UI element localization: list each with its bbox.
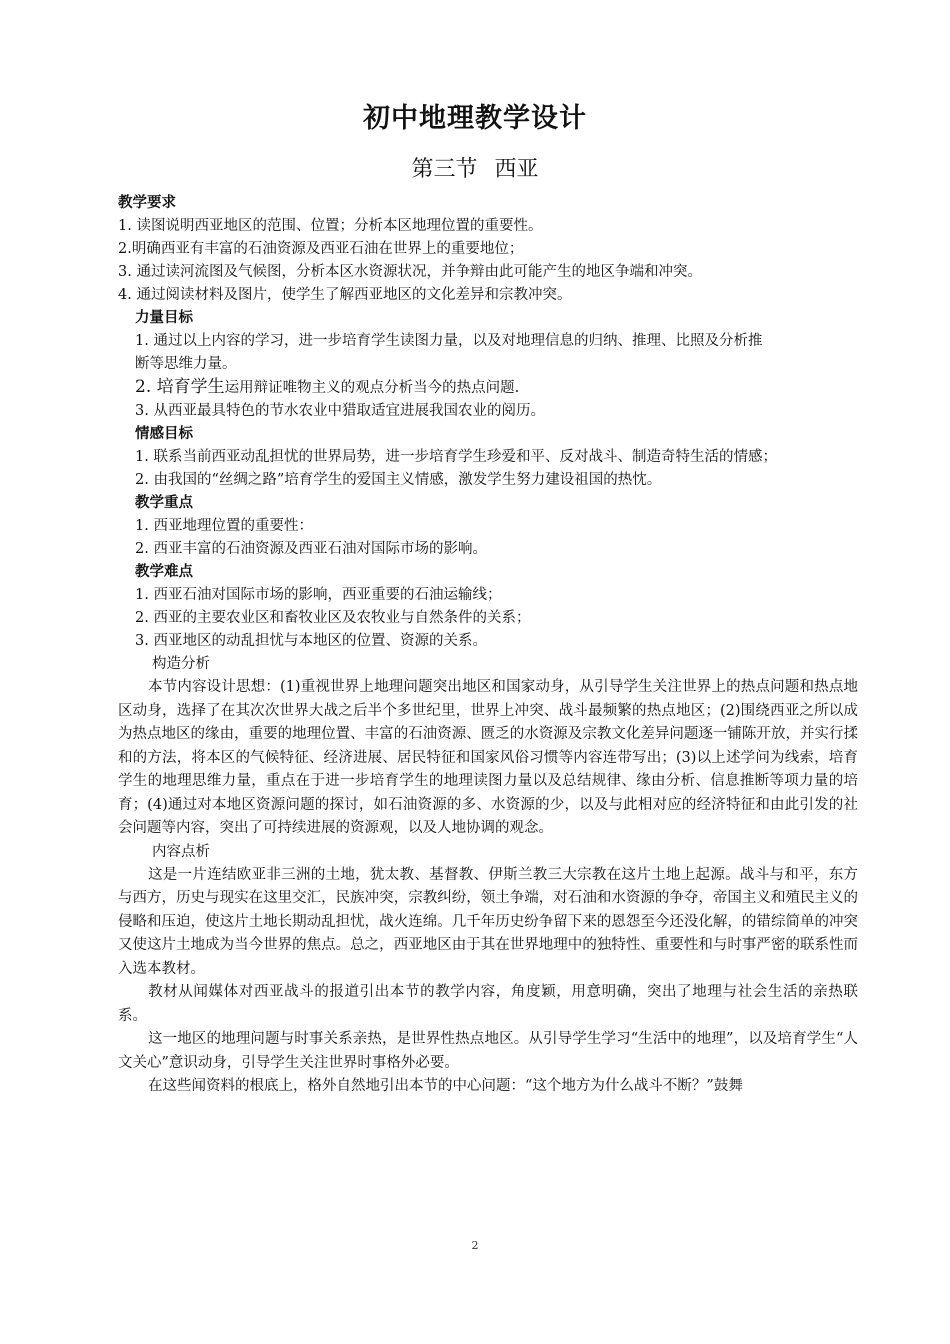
document-title: 初中地理教学设计 — [363, 103, 587, 134]
difficult-point-item: 2. 西亚的主要农业区和畜牧业区及农牧业与自然条件的关系； — [135, 610, 531, 626]
requirement-item: 4. 通过阅读材料及图片，使学生了解西亚地区的文化差异和宗教冲突。 — [118, 287, 572, 303]
ability-goals-heading: 力量目标 — [135, 310, 193, 326]
key-point-item: 2. 西亚丰富的石油资源及西亚石油对国际市场的影响。 — [135, 541, 487, 557]
ability-goal-item-continued: 断等思维力量。 — [135, 356, 237, 372]
structure-analysis-paragraph: 本节内容设计思想：(1)重视世界上地理问题突出地区和国家动身，从引导学生关注世界上的热点问题和热点地区动身，选择了在其次次世界大战之后半个多世纪里，世界上冲突、战斗最频繁的热点地区；(2)围绕西亚之所以成为热点地区的缘由，重要的地理位置、丰富的石油资源、匮乏的水资源及宗教文化差异问题逐一铺陈开放，并实行揉和的方法，将本区的气候特征、经济进展、居民特征和国家风俗习惯等内容连带写出；(3)以上述学问为线索，培育学生的地理思维力量，重点在于进一步培育学生的地理读图力量以及总结规律、缘由分析、信息推断等项力量的培育；(4)通过对本地区资源问题的探讨，如石油资源的多、水资源的少，以及与此相对应的经济特征和由此引发的社会问题等内容，突出了可持续进展的资源观，以及人地协调的观念。 — [118, 679, 858, 836]
content-paragraph: 这一地区的地理问题与时事关系亲热，是世界性热点地区。从引导学生学习“生活中的地理”，以及培育学生“人文关心”意识动身，引导学生关注世界时事格外必要。 — [118, 1031, 858, 1071]
ability-goal-rest: 运用辩证唯物主义的观点分析当今的热点问题. — [224, 380, 520, 396]
key-point-item: 1. 西亚地理位置的重要性： — [135, 518, 313, 534]
difficult-points-heading: 教学难点 — [135, 564, 193, 580]
key-points-heading: 教学重点 — [135, 495, 193, 511]
emotion-goal-item: 2. 由我国的“丝绸之路”培育学生的爱国主义情感，激发学生努力建设祖国的热忱。 — [135, 472, 662, 488]
requirement-item: 3. 通过读河流图及气候图，分析本区水资源状况，并争辩由此可能产生的地区争端和冲突。 — [118, 264, 702, 280]
content-paragraph: 教材从闻媒体对西亚战斗的报道引出本节的教学内容，角度颖，用意明确，突出了地理与社会生活的亲热联系。 — [118, 984, 858, 1024]
requirement-item: 2.明确西亚有丰富的石油资源及西亚石油在世界上的重要地位； — [118, 241, 524, 257]
content-paragraph: 这是一片连结欧亚非三洲的土地，犹太教、基督教、伊斯兰教三大宗教在这片土地上起源。战斗与和平，东方与西方，历史与现实在这里交汇，民族冲突，宗教纠纷，领土争端，对石油和水资源的争夺，帝国主义和殖民主义的侵略和压迫，使这片土地长期动乱担忧，战火连绵。几千年历史纷争留下来的恩怨至今还没化解，的错综简单的冲突又使这片土地成为当今世界的焦点。总之，西亚地区由于其在世界地理中的独特性、重要性和与时事严密的联系性而入选本教材。 — [118, 866, 858, 977]
difficult-point-item: 1. 西亚石油对国际市场的影响，西亚重要的石油运输线； — [135, 587, 502, 603]
requirement-item: 1. 读图说明西亚地区的范围、位置；分析本区地理位置的重要性。 — [118, 218, 543, 234]
page-number: 2 — [471, 1239, 479, 1252]
emotion-goal-item: 1. 联系当前西亚动乱担忧的世界局势，进一步培育学生珍爱和平、反对战斗、制造奇特生活的情感； — [135, 449, 777, 465]
difficult-point-item: 3. 西亚地区的动乱担忧与本地区的位置、资源的关系。 — [135, 633, 487, 649]
ability-goal-item — [118, 376, 858, 400]
emotion-goals-heading: 情感目标 — [135, 426, 193, 442]
document-body — [118, 192, 858, 1099]
section-subtitle: 第三节 西亚 — [411, 157, 539, 182]
ability-goal-item: 3. 从西亚最具特色的节水农业中猎取适宜进展我国农业的阅历。 — [135, 403, 545, 419]
ability-goal-lead: 2. 培育学生 — [135, 377, 225, 397]
content-analysis-heading: 内容点析 — [152, 843, 210, 860]
teaching-requirements-heading: 教学要求 — [118, 195, 176, 211]
content-paragraph: 在这些闻资料的根底上，格外自然地引出本节的中心问题：“这个地方为什么战斗不断？”鼓舞 — [148, 1078, 743, 1094]
ability-goal-item: 1. 通过以上内容的学习，进一步培育学生读图力量，以及对地理信息的归纳、推理、比照及分析推 — [135, 333, 763, 349]
structure-analysis-heading: 构造分析 — [152, 656, 210, 672]
